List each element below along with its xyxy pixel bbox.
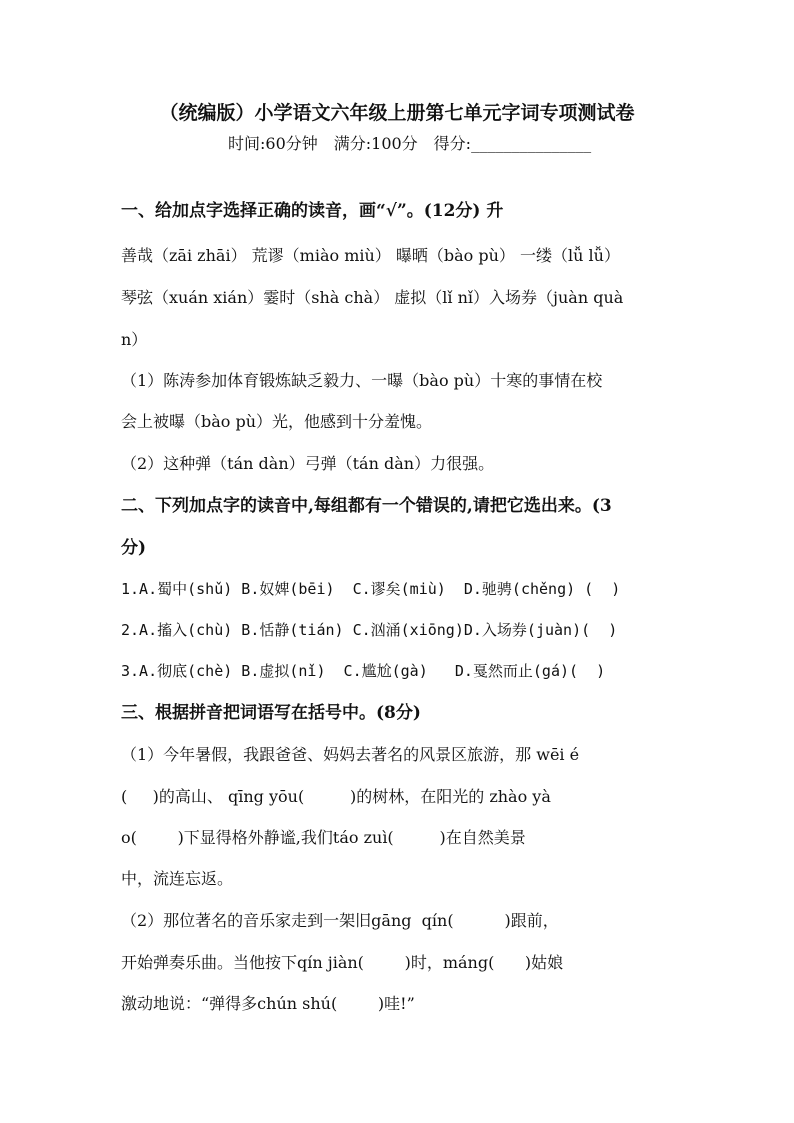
section-3-heading: 三、根据拼音把词语写在括号中。(8分) [121,703,421,723]
exam-meta: 时间:60分钟 满分:100分 得分:_______________ [228,134,592,153]
page-title: （统编版）小学语文六年级上册第七单元字词专项测试卷 [159,102,635,124]
section-3-question-2-line-3: 激动地说：“弹得多chún shú( )哇!” [121,994,415,1013]
section-1-line-1: 善哉（zāi zhāi） 荒谬（miào miù） 曝晒（bào pù） 一缕（lǚ lǚ） [121,246,620,265]
section-3-question-1-line-4: 中，流连忘返。 [121,869,234,888]
section-1-line-2: 琴弦（xuán xián）霎时（shà chà） 虚拟（lǐ nǐ）入场券（juàn quà [121,288,624,307]
section-2-row-1: 1.A.蜀中(shǔ) B.奴婢(bēi) C.谬矣(miù) D.驰骋(chěng) ( ) [121,580,621,598]
section-1-line-3: n） [121,330,148,349]
section-3-question-2-line-2: 开始弹奏乐曲。当他按下qín jiàn( )时，máng( )姑娘 [121,953,564,972]
section-3-question-1-line-1: （1）今年暑假，我跟爸爸、妈妈去著名的风景区旅游，那 wēi é [121,745,580,764]
section-2-row-3: 3.A.彻底(chè) B.虚拟(nǐ) C.尴尬(gà) D.戛然而止(gá)( ) [121,662,606,680]
section-3-question-2-line-1: （2）那位著名的音乐家走到一架旧gāng qín( )跟前， [121,911,559,930]
section-3-question-1-line-2: ( )的高山、 qīng yōu( )的树林，在阳光的 zhào yà [121,787,551,806]
section-1-question-1-line-2: 会上被曝（bào pù）光，他感到十分羞愧。 [121,412,433,431]
section-1-heading: 一、给加点字选择正确的读音，画“√”。(12分) 升 [121,201,504,221]
section-2-heading-line-1: 二、下列加点字的读音中,每组都有一个错误的,请把它选出来。(3 [121,496,612,516]
section-1-question-1-line-1: （1）陈涛参加体育锻炼缺乏毅力、一曝（bào pù）十寒的事情在校 [121,371,603,390]
section-1-question-2: （2）这种弹（tán dàn）弓弹（tán dàn）力很强。 [121,454,495,473]
section-2-row-2: 2.A.搐入(chù) B.恬静(tián) C.汹涌(xiōng)D.入场券(juàn)( ) [121,621,618,639]
section-2-heading-line-2: 分) [121,538,147,558]
section-3-question-1-line-3: o( )下显得格外静谧,我们táo zuì( )在自然美景 [121,828,526,847]
